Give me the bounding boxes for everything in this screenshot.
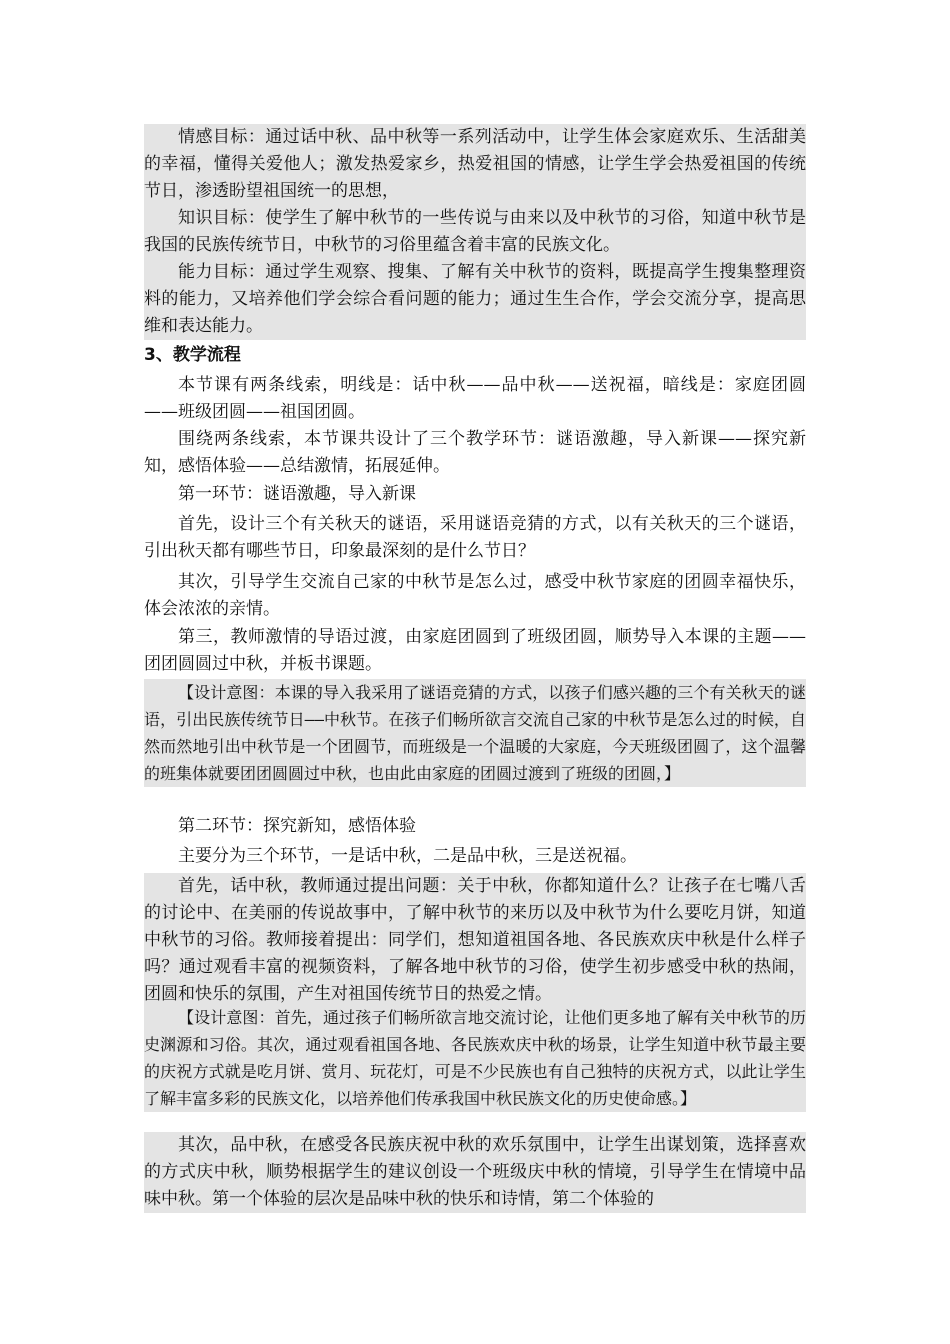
step2-intro: 主要分为三个环节，一是话中秋，二是品中秋，三是送祝福。	[178, 846, 637, 866]
paragraph-threads: 本节课有两条线索，明线是：话中秋——品中秋——送祝福，暗线是：家庭团圆——班级团圆——祖国团圆。	[144, 375, 806, 422]
goal-emotion: 情感目标：通过话中秋、品中秋等一系列活动中，让学生体会家庭欢乐、生活甜美的幸福，懂得关爱他人；激发热爱家乡，热爱祖国的情感，让学生学会热爱祖国的传统节日，渗透盼望祖国统一的思想，	[144, 124, 806, 205]
step1-paragraph-3: 第三，教师激情的导语过渡，由家庭团圆到了班级团圆，顺势导入本课的主题——团团圆圆过中秋，并板书课题。	[144, 627, 806, 674]
step2-title: 第二环节：探究新知，感悟体验	[178, 816, 416, 836]
design-intent-2: 【设计意图：首先，通过孩子们畅所欲言地交流讨论，让他们更多地了解有关中秋节的历史渊源和习俗。其次，通过观看祖国各地、各民族欢庆中秋的场景，让学生知道中秋节最主要的庆祝方式就是吃月饼、赏月、玩花灯，可是不少民族也有自己独特的庆祝方式，以此让学生了解丰富多彩的民族文化，以培养他们传承我国中秋民族文化的历史使命感。】	[144, 1004, 806, 1112]
paragraph-links: 围绕两条线索，本节课共设计了三个教学环节：谜语激趣，导入新课——探究新知，感悟体验——总结激情，拓展延伸。	[144, 429, 806, 476]
step1-paragraph-1: 首先，设计三个有关秋天的谜语，采用谜语竞猜的方式，以有关秋天的三个谜语，引出秋天都有哪些节日，印象最深刻的是什么节日？	[144, 514, 806, 561]
section-heading: 3、教学流程	[144, 345, 241, 365]
goal-ability: 能力目标：通过学生观察、搜集、了解有关中秋节的资料，既提高学生搜集整理资料的能力，又培养他们学会综合看问题的能力；通过生生合作，学会交流分享，提高思维和表达能力。	[144, 259, 806, 340]
step1-paragraph-2: 其次，引导学生交流自己家的中秋节是怎么过，感受中秋节家庭的团圆幸福快乐，体会浓浓的亲情。	[144, 572, 806, 619]
goal-knowledge: 知识目标：使学生了解中秋节的一些传说与由来以及中秋节的习俗，知道中秋节是我国的民族传统节日，中秋节的习俗里蕴含着丰富的民族文化。	[144, 205, 806, 259]
step2-paragraph-1: 首先，话中秋，教师通过提出问题：关于中秋，你都知道什么？让孩子在七嘴八舌的讨论中、在美丽的传说故事中，了解中秋节的来历以及中秋节为什么要吃月饼，知道中秋节的习俗。教师接着提出：同学们，想知道祖国各地、各民族欢庆中秋是什么样子吗？通过观看丰富的视频资料，了解各地中秋节的习俗，使学生初步感受中秋的热闹，团圆和快乐的氛围，产生对祖国传统节日的热爱之情。	[144, 873, 806, 1008]
step2-paragraph-2: 其次，品中秋，在感受各民族庆祝中秋的欢乐氛围中，让学生出谋划策，选择喜欢的方式庆中秋，顺势根据学生的建议创设一个班级庆中秋的情境，引导学生在情境中品味中秋。第一个体验的层次是品味中秋的快乐和诗情，第二个体验的	[144, 1132, 806, 1213]
design-intent-1: 【设计意图：本课的导入我采用了谜语竞猜的方式，以孩子们感兴趣的三个有关秋天的谜语，引出民族传统节日——中秋节。在孩子们畅所欲言交流自己家的中秋节是怎么过的时候，自然而然地引出中秋节是一个团圆节，而班级是一个温暖的大家庭，今天班级团圆了，这个温馨的班集体就要团团圆圆过中秋，也由此由家庭的团圆过渡到了班级的团圆，】	[144, 679, 806, 787]
step1-title: 第一环节：谜语激趣，导入新课	[178, 484, 416, 504]
